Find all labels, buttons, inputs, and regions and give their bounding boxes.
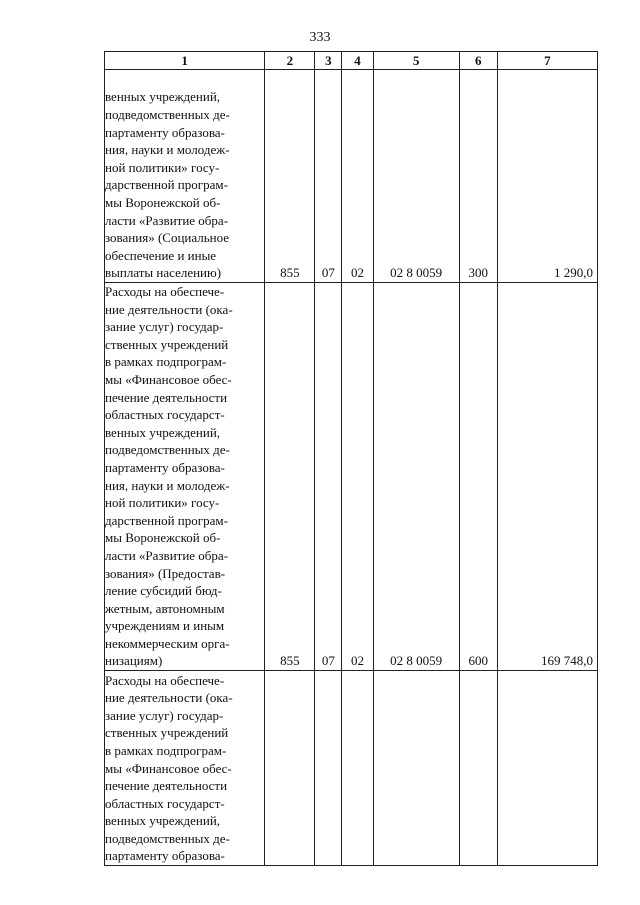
description-line: подведомственных де-	[105, 442, 230, 458]
description-line: в рамках подпрограм-	[105, 354, 227, 370]
description-line: дарственной програм-	[105, 512, 228, 528]
description-line: зание услуг) государ-	[105, 319, 224, 335]
cell-csr	[373, 671, 459, 866]
row-description	[105, 671, 265, 866]
header-col-3: 3	[315, 52, 342, 70]
description-line: ние деятельности (ока-	[105, 690, 233, 706]
table-row	[105, 671, 598, 866]
description-line: партаменту образова-	[105, 459, 225, 475]
description-line: печение деятельности	[105, 778, 228, 794]
description-line: ственных учреждений	[105, 725, 229, 741]
header-col-4: 4	[342, 52, 373, 70]
cell-amount: 1 290,0	[497, 70, 597, 283]
cell-amount	[497, 671, 597, 866]
cell-amount: 169 748,0	[497, 283, 597, 671]
description-line: мы «Финансовое обес-	[105, 760, 232, 776]
description-line: ной политики» госу-	[105, 159, 220, 175]
description-line: учреждениям и иным	[105, 618, 225, 634]
description-line: ние деятельности (ока-	[105, 301, 233, 317]
budget-table	[104, 51, 598, 866]
description-line: венных учреждений,	[105, 89, 221, 105]
description-line: ление субсидий бюд-	[105, 583, 222, 599]
description-line: мы «Финансовое обес-	[105, 371, 232, 387]
cell-vr: 300	[459, 70, 497, 283]
header-col-7: 7	[497, 52, 597, 70]
cell-rz	[315, 671, 342, 866]
description-line: подведомственных де-	[105, 830, 230, 846]
header-row	[105, 52, 598, 70]
description-line: жетным, автономным	[105, 600, 225, 616]
table-row	[105, 70, 598, 283]
description-line: мы Воронежской об-	[105, 195, 221, 211]
description-line: зования» (Социальное	[105, 230, 230, 246]
description-line: ласти «Развитие обра-	[105, 547, 229, 563]
description-line: печение деятельности	[105, 389, 228, 405]
cell-pr: 02	[342, 70, 373, 283]
row-description	[105, 70, 265, 283]
cell-pr	[342, 671, 373, 866]
description-line: ласти «Развитие обра-	[105, 212, 229, 228]
description-line: венных учреждений,	[105, 813, 221, 829]
cell-grbs	[265, 671, 315, 866]
cell-rz: 07	[315, 283, 342, 671]
description-line: областных государст-	[105, 795, 225, 811]
cell-vr: 600	[459, 283, 497, 671]
description-line: мы Воронежской об-	[105, 530, 221, 546]
description-line: Расходы на обеспече-	[105, 672, 225, 688]
header-col-6: 6	[459, 52, 497, 70]
description-line: зования» (Предостав-	[105, 565, 226, 581]
description-line: ния, науки и молодеж-	[105, 477, 230, 493]
description-line: партаменту образова-	[105, 848, 225, 864]
cell-vr	[459, 671, 497, 866]
header-col-2: 2	[265, 52, 315, 70]
cell-rz: 07	[315, 70, 342, 283]
cell-csr: 02 8 0059	[373, 283, 459, 671]
table-row	[105, 283, 598, 671]
description-line: некоммерческим орга-	[105, 635, 230, 651]
description-line: дарственной програм-	[105, 177, 228, 193]
page-number: 333	[309, 30, 331, 45]
row-description	[105, 283, 265, 671]
description-line: низациям)	[105, 653, 163, 669]
description-line: ственных учреждений	[105, 336, 229, 352]
description-line: зание услуг) государ-	[105, 707, 224, 723]
description-line: ной политики» госу-	[105, 495, 220, 511]
description-line: обеспечение и иные	[105, 247, 217, 263]
description-line: Расходы на обеспече-	[105, 284, 225, 299]
description-line: выплаты населению)	[105, 265, 222, 281]
cell-grbs: 855	[265, 283, 315, 671]
description-line: партаменту образова-	[105, 124, 225, 140]
header-col-5: 5	[373, 52, 459, 70]
cell-csr: 02 8 0059	[373, 70, 459, 283]
description-line: венных учреждений,	[105, 424, 221, 440]
description-line: областных государст-	[105, 407, 225, 423]
cell-pr: 02	[342, 283, 373, 671]
description-line: подведомственных де-	[105, 107, 230, 123]
cell-grbs: 855	[265, 70, 315, 283]
description-line: ния, науки и молодеж-	[105, 142, 230, 158]
description-line: в рамках подпрограм-	[105, 742, 227, 758]
header-col-1: 1	[105, 52, 265, 70]
